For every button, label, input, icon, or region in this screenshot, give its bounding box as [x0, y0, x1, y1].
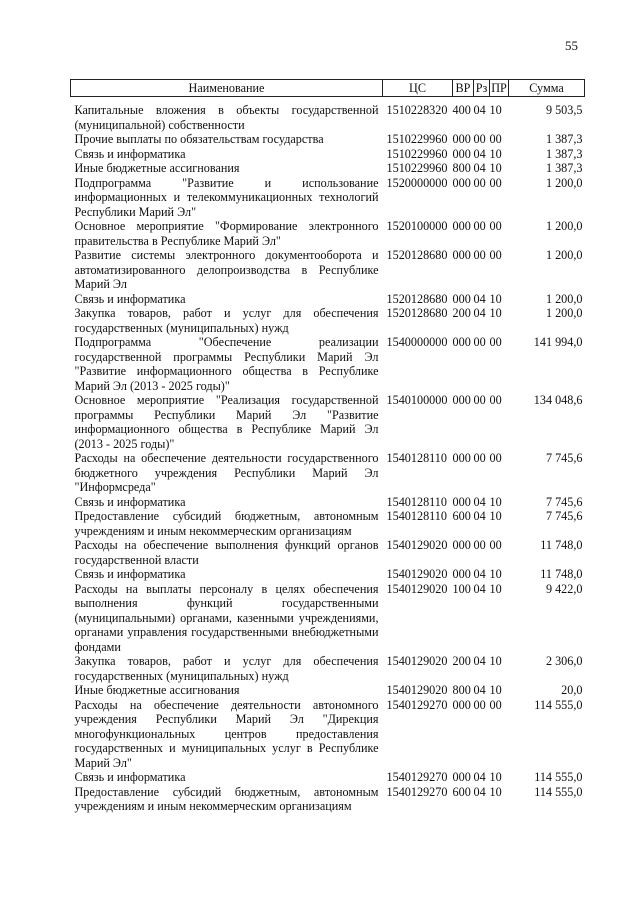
cell-vr: 000 [452, 132, 471, 146]
cell-name: Связь и информатика [74, 770, 186, 784]
cell-sum: 1 200,0 [545, 248, 583, 262]
cell-sum: 11 748,0 [540, 567, 583, 581]
cell-pr: 10 [489, 567, 502, 581]
cell-cs: 1520128680 [386, 248, 448, 262]
cell-pr: 10 [489, 306, 502, 320]
cell-pr: 00 [489, 451, 502, 465]
cell-cs: 1540129020 [386, 683, 448, 697]
table-row [71, 335, 585, 393]
cell-sum: 9 503,5 [545, 103, 583, 117]
cell-vr: 800 [452, 683, 471, 697]
cell-sum: 1 387,3 [545, 146, 583, 161]
cell-rz: 04 [473, 509, 486, 523]
cell-vr: 000 [452, 697, 471, 712]
cell-cs: 1510229960 [386, 146, 448, 161]
cell-rz: 04 [473, 683, 486, 697]
table-body [71, 97, 585, 814]
column-header-pr: ПР [491, 80, 507, 95]
table-row [71, 176, 585, 220]
cell-name: Развитие системы электронного документооборота и автоматизированного делопроизводства в Республике Марий Эл [74, 248, 379, 291]
cell-vr: 000 [452, 494, 471, 509]
cell-rz: 04 [473, 784, 486, 799]
cell-vr: 400 [452, 103, 471, 117]
table-row [71, 248, 585, 292]
cell-vr: 000 [452, 219, 471, 233]
column-header-vr: ВР [453, 80, 474, 97]
cell-name: Подпрограмма "Развитие и использование информационных и телекоммуникационных технологий Республики Марий Эл" [74, 175, 379, 219]
table-header-row [71, 80, 585, 97]
cell-sum: 7 745,6 [545, 451, 583, 465]
cell-cs: 1520100000 [386, 219, 448, 233]
cell-rz: 00 [473, 451, 486, 465]
cell-pr: 00 [489, 132, 502, 146]
cell-pr: 00 [489, 248, 502, 262]
cell-sum: 134 048,6 [533, 393, 583, 407]
page-number: 55 [565, 38, 578, 53]
cell-name: Связь и информатика [74, 567, 186, 581]
cell-sum: 1 200,0 [545, 306, 583, 320]
cell-cs: 1540129020 [386, 654, 448, 668]
cell-vr: 600 [452, 509, 471, 523]
cell-sum: 114 555,0 [534, 770, 583, 784]
table-row [71, 147, 585, 162]
cell-pr: 00 [489, 697, 502, 712]
table-row [71, 698, 585, 771]
cell-vr: 000 [452, 567, 471, 581]
table-row [71, 785, 585, 814]
cell-name: Предоставление субсидий бюджетным, автономным учреждениям и иным некоммерческим организациям [74, 509, 379, 538]
cell-rz: 04 [473, 161, 486, 175]
table-row [71, 451, 585, 495]
cell-pr: 10 [489, 494, 502, 509]
cell-sum: 7 745,6 [545, 509, 583, 523]
table-row [71, 770, 585, 785]
table-row [71, 393, 585, 451]
cell-pr: 10 [489, 654, 502, 668]
cell-rz: 00 [473, 175, 486, 190]
cell-name: Предоставление субсидий бюджетным, автономным учреждениям и иным некоммерческим организациям [74, 784, 379, 813]
cell-sum: 1 200,0 [545, 291, 583, 306]
cell-pr: 10 [489, 146, 502, 161]
cell-cs: 1540129020 [386, 581, 448, 596]
cell-rz: 04 [473, 306, 486, 320]
cell-vr: 000 [452, 451, 471, 465]
cell-cs: 1510229960 [386, 132, 448, 146]
cell-vr: 000 [452, 770, 471, 784]
cell-pr: 00 [489, 393, 502, 407]
cell-name: Расходы на обеспечение выполнения функций органов государственной власти [74, 538, 379, 567]
cell-rz: 04 [473, 654, 486, 668]
cell-sum: 9 422,0 [545, 581, 583, 596]
cell-cs: 1520128680 [386, 306, 448, 320]
cell-sum: 1 387,3 [545, 132, 583, 146]
cell-cs: 1510229960 [386, 161, 448, 175]
cell-rz: 04 [473, 146, 486, 161]
cell-name: Расходы на обеспечение деятельности автономного учреждения Республики Марий Эл "Дирекция многофункциональных центров предоставления государственных и муниципальных услуг в Республике Марий Эл" [74, 697, 379, 770]
cell-vr: 100 [452, 581, 471, 596]
table-row [71, 161, 585, 176]
cell-sum: 1 200,0 [545, 219, 583, 233]
cell-pr: 10 [489, 784, 502, 799]
cell-sum: 7 745,6 [545, 494, 583, 509]
cell-vr: 000 [452, 335, 471, 349]
cell-sum: 20,0 [561, 683, 583, 697]
cell-cs: 1520000000 [386, 175, 448, 190]
cell-pr: 10 [489, 291, 502, 306]
cell-sum: 114 555,0 [534, 784, 583, 799]
cell-rz: 04 [473, 567, 486, 581]
cell-rz: 00 [473, 538, 486, 552]
cell-cs: 1540128110 [386, 509, 447, 523]
table-row [71, 582, 585, 655]
cell-rz: 04 [473, 770, 486, 784]
cell-pr: 10 [489, 509, 502, 523]
table-row [71, 567, 585, 582]
table-row [71, 306, 585, 335]
cell-sum: 11 748,0 [540, 538, 583, 552]
cell-name: Подпрограмма "Обеспечение реализации государственной программы Республики Марий Эл "Развитие информационного общества в Республике Марий Эл (2013 - 2025 годы)" [74, 335, 379, 393]
cell-rz: 04 [473, 291, 486, 306]
cell-pr: 10 [489, 770, 502, 784]
cell-rz: 00 [473, 248, 486, 262]
table-row [71, 132, 585, 147]
cell-name: Иные бюджетные ассигнования [74, 683, 240, 697]
cell-cs: 1540128110 [386, 451, 447, 465]
cell-vr: 200 [452, 306, 471, 320]
cell-sum: 1 387,3 [545, 161, 583, 175]
cell-name: Связь и информатика [74, 494, 186, 509]
cell-pr: 10 [489, 683, 502, 697]
cell-rz: 04 [473, 103, 486, 117]
cell-pr: 00 [489, 175, 502, 190]
cell-pr: 00 [489, 219, 502, 233]
table-row [71, 538, 585, 567]
cell-vr: 000 [452, 291, 471, 306]
table-row [71, 683, 585, 698]
cell-vr: 000 [452, 538, 471, 552]
cell-rz: 00 [473, 219, 486, 233]
cell-cs: 1520128680 [386, 291, 448, 306]
cell-sum: 1 200,0 [545, 175, 583, 190]
column-header-rz: Рз [474, 80, 490, 97]
cell-sum: 141 994,0 [533, 335, 583, 349]
cell-rz: 00 [473, 132, 486, 146]
cell-pr: 00 [489, 335, 502, 349]
cell-name: Капитальные вложения в объекты государственной (муниципальной) собственности [74, 103, 379, 132]
table-row [71, 495, 585, 510]
cell-cs: 1540129020 [386, 567, 448, 581]
cell-sum: 114 555,0 [534, 697, 583, 712]
cell-cs: 1540129270 [386, 784, 448, 799]
cell-name: Иные бюджетные ассигнования [74, 161, 240, 175]
cell-name: Связь и информатика [74, 146, 186, 161]
cell-name: Связь и информатика [74, 291, 186, 306]
cell-vr: 600 [452, 784, 471, 799]
cell-name: Основное мероприятие "Реализация государственной программы Республики Марий Эл "Развитие информационного общества в Республике Марий Эл (2013 - 2025 годы)" [74, 393, 379, 451]
cell-sum: 2 306,0 [545, 654, 583, 668]
cell-cs: 1540129270 [386, 770, 448, 784]
table-row [71, 654, 585, 683]
cell-name: Расходы на обеспечение деятельности государственного бюджетного учреждения Республики Марий Эл "Информсреда" [74, 451, 379, 494]
table-row [71, 219, 585, 248]
cell-cs: 1510228320 [386, 103, 448, 117]
budget-table [70, 79, 585, 814]
cell-vr: 000 [452, 146, 471, 161]
cell-name: Прочие выплаты по обязательствам государства [74, 132, 324, 146]
cell-name: Закупка товаров, работ и услуг для обеспечения государственных (муниципальных) нужд [74, 306, 379, 335]
column-header-name: Наименование [71, 80, 383, 97]
cell-vr: 200 [452, 654, 471, 668]
cell-vr: 000 [452, 175, 471, 190]
cell-pr: 10 [489, 161, 502, 175]
column-header-cs: ЦС [383, 80, 453, 97]
cell-cs: 1540000000 [386, 335, 448, 349]
cell-cs: 1540129270 [386, 697, 448, 712]
cell-vr: 000 [452, 248, 471, 262]
cell-rz: 00 [473, 697, 486, 712]
column-header-sum: Сумма [509, 80, 585, 97]
cell-rz: 00 [473, 335, 486, 349]
cell-vr: 800 [452, 161, 471, 175]
cell-vr: 000 [452, 393, 471, 407]
cell-cs: 1540100000 [386, 393, 448, 407]
cell-rz: 04 [473, 494, 486, 509]
table-row [71, 509, 585, 538]
cell-pr: 10 [489, 581, 502, 596]
cell-name: Основное мероприятие "Формирование электронного правительства в Республике Марий Эл" [74, 219, 379, 248]
table-row [71, 97, 585, 133]
cell-pr: 10 [489, 103, 502, 117]
cell-name: Закупка товаров, работ и услуг для обеспечения государственных (муниципальных) нужд [74, 654, 379, 683]
cell-pr: 00 [489, 538, 502, 552]
cell-cs: 1540129020 [386, 538, 448, 552]
cell-cs: 1540128110 [386, 494, 447, 509]
cell-name: Расходы на выплаты персоналу в целях обеспечения выполнения функций государственными (муниципальными) органами, казенными учреждениями, органами управления государственными внебюджетными фондами [74, 581, 379, 654]
cell-rz: 04 [473, 581, 486, 596]
cell-rz: 00 [473, 393, 486, 407]
table-row [71, 292, 585, 307]
